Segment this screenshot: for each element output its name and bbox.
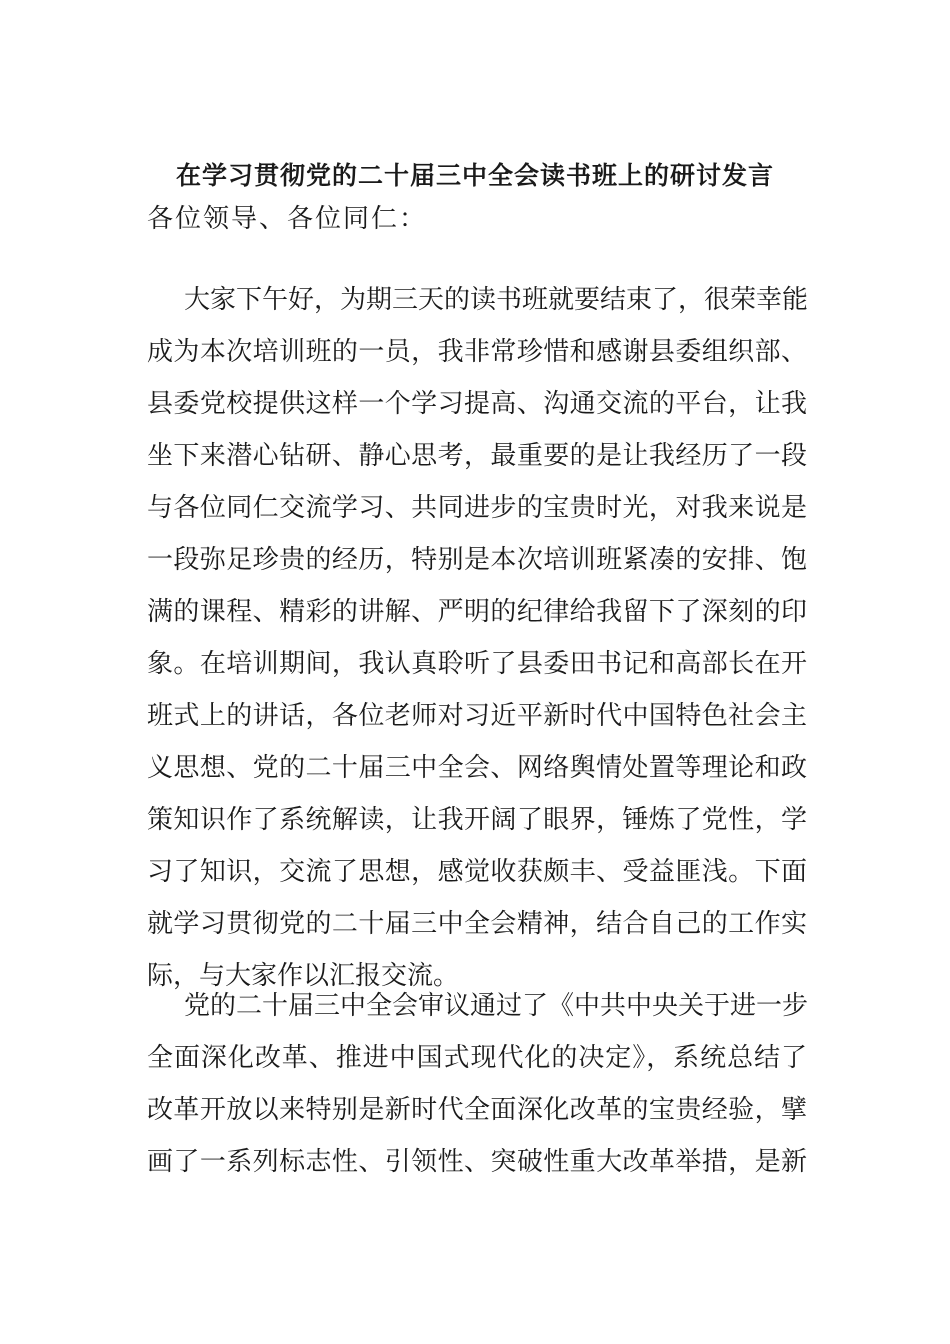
paragraph-line: 全面深化改革、推进中国式现代化的决定》，系统总结了 [147, 1043, 807, 1073]
paragraph-line: 与各位同仁交流学习、共同进步的宝贵时光，对我来说是 [147, 493, 807, 523]
paragraph-line: 成为本次培训班的一员，我非常珍惜和感谢县委组织部、 [147, 337, 807, 367]
paragraph-line: 习了知识，交流了思想，感觉收获颇丰、受益匪浅。下面 [147, 857, 807, 887]
paragraph-line: 画了一系列标志性、引领性、突破性重大改革举措，是新 [147, 1147, 807, 1177]
paragraph-line: 坐下来潜心钻研、静心思考，最重要的是让我经历了一段 [147, 441, 807, 471]
paragraph-line: 际，与大家作以汇报交流。 [147, 961, 460, 991]
salutation: 各位领导、各位同仁： [147, 204, 428, 234]
paragraph-line: 大家下午好，为期三天的读书班就要结束了，很荣幸能 [184, 285, 809, 315]
paragraph-line: 就学习贯彻党的二十届三中全会精神，结合自己的工作实 [147, 909, 807, 939]
paragraph-line: 策知识作了系统解读，让我开阔了眼界，锤炼了党性，学 [147, 805, 807, 835]
paragraph-line: 一段弥足珍贵的经历，特别是本次培训班紧凑的安排、饱 [147, 545, 807, 575]
paragraph-line: 义思想、党的二十届三中全会、网络舆情处置等理论和政 [147, 753, 807, 783]
paragraph-line: 象。在培训期间，我认真聆听了县委田书记和高部长在开 [147, 649, 807, 679]
document-title: 在学习贯彻党的二十届三中全会读书班上的研讨发言 [175, 161, 774, 190]
paragraph-2 [147, 980, 807, 1188]
paragraph-line: 班式上的讲话，各位老师对习近平新时代中国特色社会主 [147, 701, 807, 731]
paragraph-1 [147, 274, 807, 1002]
paragraph-line: 改革开放以来特别是新时代全面深化改革的宝贵经验，擘 [147, 1095, 807, 1125]
paragraph-line: 县委党校提供这样一个学习提高、沟通交流的平台，让我 [147, 389, 807, 419]
paragraph-line: 满的课程、精彩的讲解、严明的纪律给我留下了深刻的印 [147, 597, 807, 627]
paragraph-line: 党的二十届三中全会审议通过了《中共中央关于进一步 [184, 991, 809, 1021]
